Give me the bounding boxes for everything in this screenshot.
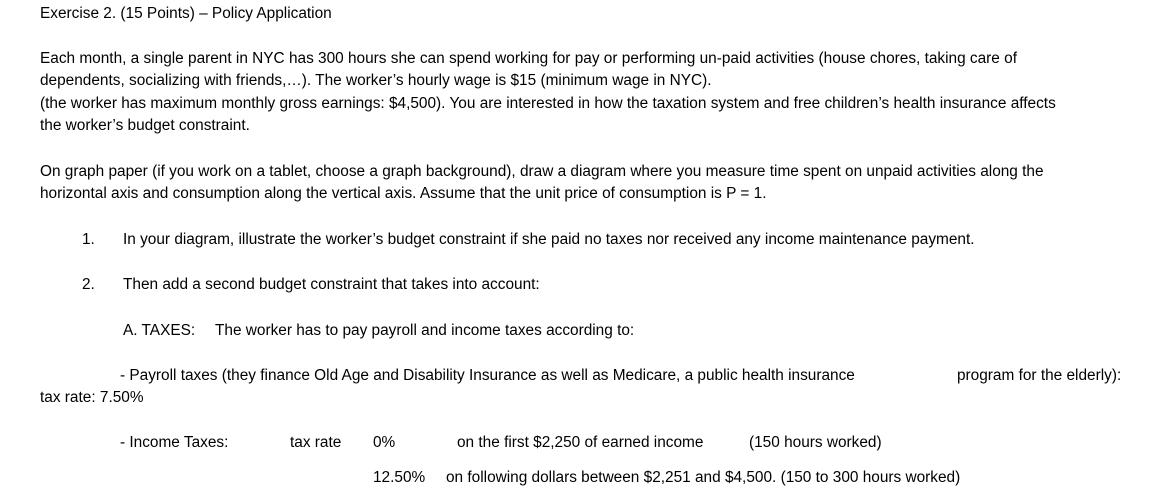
exercise-title: Exercise 2. (15 Points) – Policy Application [40,5,332,22]
income-taxes-label: - Income Taxes: [120,434,229,451]
intro-line-1: Each month, a single parent in NYC has 300 hours she can spend working for pay or performing un-paid activities (house chores, taking care of [40,50,1017,67]
intro-line-2: dependents, socializing with friends,…). The worker’s hourly wage is $15 (minimum wage in NYC). [40,72,712,89]
intro-line-4: the worker’s budget constraint. [40,117,250,134]
bracket-1-text: on the first $2,250 of earned income [457,434,704,451]
payroll-tax-rate: tax rate: 7.50% [40,389,144,406]
graph-instructions-line-2: horizontal axis and consumption along the vertical axis. Assume that the unit price of consumption is P = 1. [40,185,767,202]
bracket-1-rate: 0% [373,434,396,451]
payroll-taxes-line: - Payroll taxes (they finance Old Age and Disability Insurance as well as Medicare, a public health insurance [120,367,855,384]
payroll-taxes-line-end: program for the elderly): [957,367,1122,384]
question-1-text: In your diagram, illustrate the worker’s budget constraint if she paid no taxes nor received any income maintenance payment. [123,231,975,248]
question-2-text: Then add a second budget constraint that takes into account: [123,276,540,293]
bracket-1-hours: (150 hours worked) [749,434,882,451]
graph-instructions-line-1: On graph paper (if you work on a tablet, choose a graph background), draw a diagram where you measure time spent on unpaid activities along the [40,163,1044,180]
question-1-number: 1. [82,231,95,248]
bracket-2-rate: 12.50% [373,469,426,486]
taxes-heading-text: The worker has to pay payroll and income taxes according to: [215,322,635,339]
income-tax-rate-label: tax rate [290,434,342,451]
intro-line-3: (the worker has maximum monthly gross earnings: $4,500). You are interested in how the taxation system and free children’s health insurance affects [40,95,1056,112]
question-2-number: 2. [82,276,95,293]
taxes-heading: A. TAXES: [123,322,196,339]
bracket-2-text: on following dollars between $2,251 and $4,500. (150 to 300 hours worked) [446,469,961,486]
